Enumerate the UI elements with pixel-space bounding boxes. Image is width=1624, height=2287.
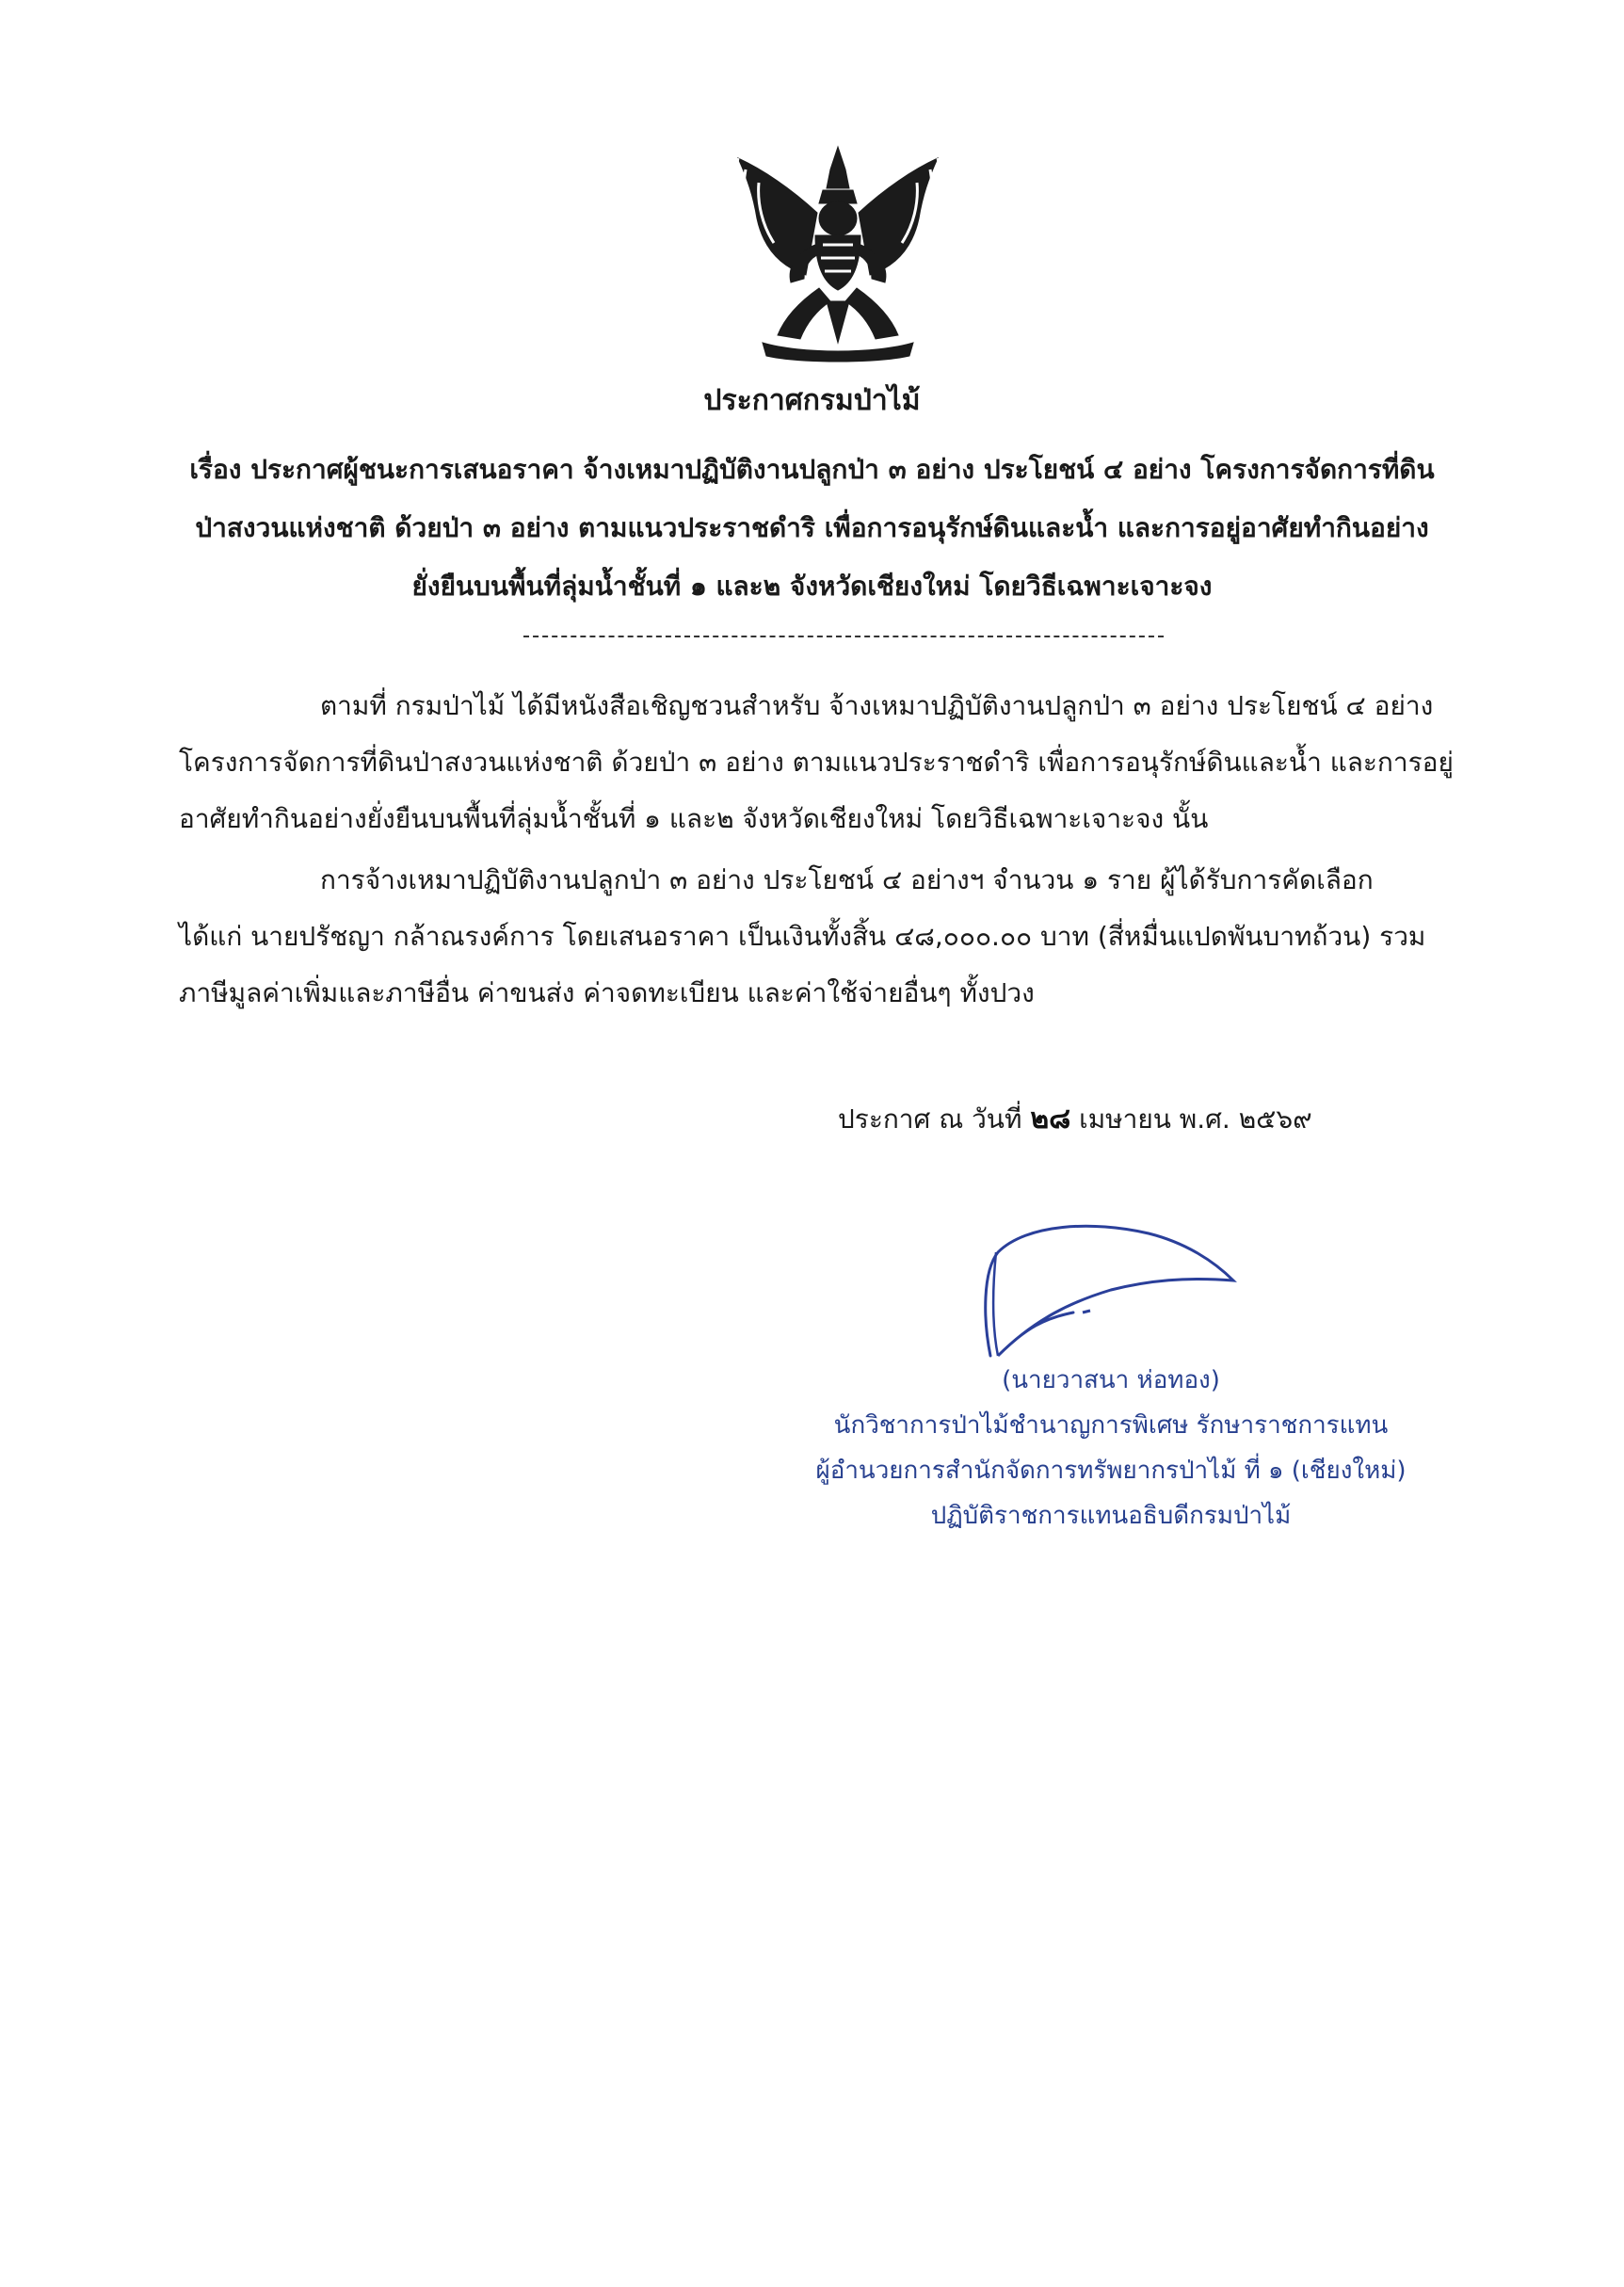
subject-line: ป่าสงวนแห่งชาติ ด้วยป่า ๓ อย่าง ตามแนวประราชดำริ เพื่อการอนุรักษ์ดินและน้ำ และการอยู่อาศัยทำกินอย่าง <box>195 512 1429 543</box>
signer-title: นักวิชาการป่าไม้ชำนาญการพิเศษ รักษาราชการแทน <box>833 1411 1389 1440</box>
signer-title: ปฏิบัติราชการแทนอธิบดีกรมป่าไม้ <box>930 1502 1292 1530</box>
paragraph-line: โครงการจัดการที่ดินป่าสงวนแห่งชาติ ด้วยป่า ๓ อย่าง ตามแนวประราชดำริ เพื่อการอนุรักษ์ดินและน้ำ และการอยู่ <box>179 747 1454 778</box>
announcement-date <box>838 1097 1312 1141</box>
section-divider <box>523 636 1164 637</box>
signer-title: ผู้อำนวยการสำนักจัดการทรัพยากรป่าไม้ ที่ ๑ (เชียงใหม่) <box>815 1457 1407 1485</box>
garuda-emblem-icon <box>725 141 951 367</box>
date-month-year: เมษายน พ.ศ. ๒๕๖๙ <box>1079 1103 1312 1135</box>
date-prefix: ประกาศ ณ วันที่ <box>838 1103 1022 1135</box>
body-paragraph-1 <box>179 678 1483 847</box>
paragraph-line: ภาษีมูลค่าเพิ่มและภาษีอื่น ค่าขนส่ง ค่าจดทะเบียน และค่าใช้จ่ายอื่นๆ ทั้งปวง <box>179 977 1035 1008</box>
signature-block <box>781 1358 1440 1538</box>
agency-title: ประกาศกรมป่าไม้ <box>703 384 921 417</box>
signer-name: (นายวาสนา ห่อทอง) <box>1002 1366 1220 1394</box>
handwritten-signature <box>970 1215 1243 1375</box>
paragraph-line: อาศัยทำกินอย่างยั่งยืนบนพื้นที่ลุ่มน้ำชั้นที่ ๑ และ๒ จังหวัดเชียงใหม่ โดยวิธีเฉพาะเจาะจง นั้น <box>179 803 1209 834</box>
paragraph-line: ได้แก่ นายปรัชญา กล้าณรงค์การ โดยเสนอราคา เป็นเงินทั้งสิ้น ๔๘,๐๐๐.๐๐ บาท (สี่หมื่นแปดพันบาทถ้วน) รวม <box>179 921 1426 952</box>
paragraph-line: ตามที่ กรมป่าไม้ ได้มีหนังสือเชิญชวนสำหรับ จ้างเหมาปฏิบัติงานปลูกป่า ๓ อย่าง ประโยชน์ ๔ อย่าง <box>320 690 1434 721</box>
date-day: ๒๘ <box>1030 1103 1071 1135</box>
subject-line: ยั่งยืนบนพื้นที่ลุ่มน้ำชั้นที่ ๑ และ๒ จังหวัดเชียงใหม่ โดยวิธีเฉพาะเจาะจง <box>411 571 1213 602</box>
body-paragraph-2 <box>179 852 1483 1022</box>
subject-heading <box>141 441 1483 616</box>
paragraph-line: การจ้างเหมาปฏิบัติงานปลูกป่า ๓ อย่าง ประโยชน์ ๔ อย่างฯ จำนวน ๑ ราย ผู้ได้รับการคัดเลือก <box>320 864 1374 895</box>
subject-line: เรื่อง ประกาศผู้ชนะการเสนอราคา จ้างเหมาปฏิบัติงานปลูกป่า ๓ อย่าง ประโยชน์ ๔ อย่าง โครงการจัดการที่ดิน <box>189 454 1435 485</box>
